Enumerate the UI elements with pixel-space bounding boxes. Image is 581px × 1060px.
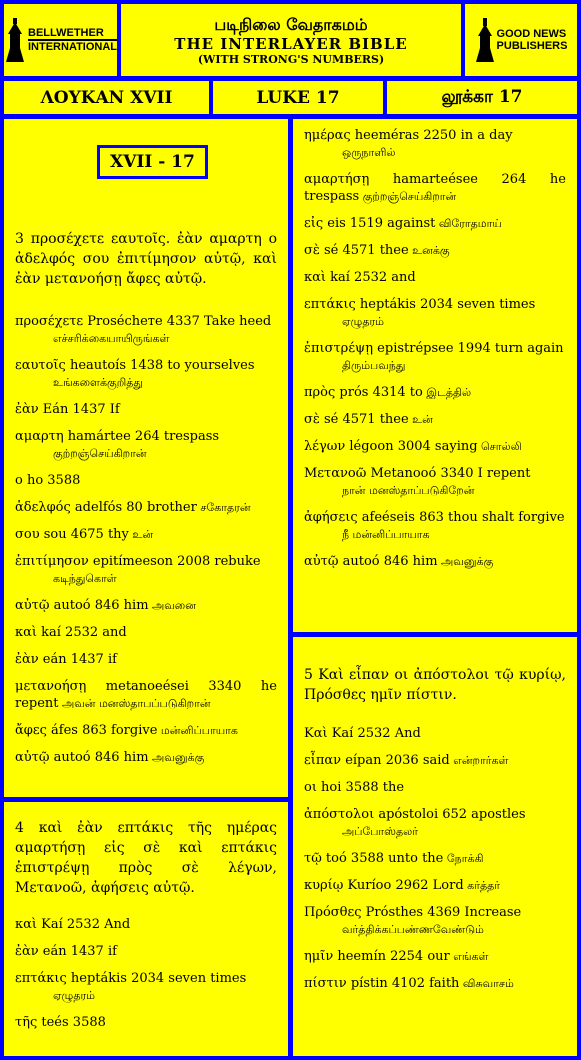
word-tamil: ஏழுதரம் bbox=[342, 315, 385, 328]
verse4-panel bbox=[4, 802, 288, 1056]
word-tamil: எங்கள் bbox=[449, 950, 489, 963]
word-gloss: μετανοήσῃ metanoeései 3340 he repent bbox=[15, 679, 277, 711]
word-gloss: ἐὰν eán 1437 if bbox=[15, 652, 117, 667]
word-gloss: Μετανοῶ Metanooó 3340 I repent bbox=[304, 466, 531, 481]
word-entry bbox=[304, 242, 566, 259]
word-tamil: உன் bbox=[128, 528, 154, 541]
word-entry bbox=[15, 553, 277, 587]
word-entry bbox=[304, 340, 566, 374]
title-main: THE INTERLAYER BIBLE bbox=[174, 34, 408, 53]
ref-tamil: லூக்கா 17 bbox=[387, 81, 577, 114]
word-entry bbox=[15, 916, 277, 933]
word-tamil: இடத்தில் bbox=[422, 386, 472, 399]
verse3-text: 3 προσέχετε εαυτοῖς. ἐὰν αμαρτη ο ἀδελφός σου ἐπιτίμησον αὐτῷ, καὶ ἐὰν μετανοήσῃ ἄφες αὐτῷ. bbox=[15, 231, 277, 287]
word-tamil: கடிந்துகொள் bbox=[53, 572, 117, 585]
word-entry bbox=[15, 970, 277, 1004]
word-gloss: ἀφήσεις afeéseis 863 thou shalt forgive bbox=[304, 510, 565, 525]
word-entry bbox=[304, 269, 566, 286]
word-entry bbox=[15, 401, 277, 418]
word-gloss: ημῖν heemín 2254 our bbox=[304, 949, 450, 964]
verse4-word-list bbox=[15, 916, 277, 1031]
word-gloss: ἐὰν eán 1437 if bbox=[15, 944, 117, 959]
word-gloss: Πρόσθες Prósthes 4369 Increase bbox=[304, 905, 522, 920]
title-block bbox=[121, 4, 461, 76]
word-entry bbox=[15, 749, 277, 766]
word-gloss: πρὸς prós 4314 to bbox=[304, 385, 423, 400]
word-entry bbox=[15, 499, 277, 516]
word-tamil: அவனுக்கு bbox=[148, 751, 205, 764]
word-tamil: அவன் மனஸ்தாபப்படுகிறான் bbox=[58, 697, 211, 710]
word-entry bbox=[15, 472, 277, 489]
word-entry bbox=[15, 357, 277, 391]
title-tamil: படிநிலை வேதாகமம் bbox=[214, 14, 368, 34]
left-logo-line2: INTERNATIONAL bbox=[28, 41, 117, 53]
word-gloss: αὐτῷ autoó 846 him bbox=[15, 598, 149, 613]
word-gloss: τῷ toó 3588 unto the bbox=[304, 851, 444, 866]
word-gloss: σου sou 4675 thy bbox=[15, 527, 129, 542]
word-tamil: சொல்லி bbox=[477, 440, 522, 453]
word-gloss: σὲ sé 4571 thee bbox=[304, 412, 409, 427]
word-gloss: σὲ sé 4571 thee bbox=[304, 243, 409, 258]
word-tamil: எச்சரிக்கையாயிருங்கள் bbox=[53, 332, 170, 345]
word-entry bbox=[304, 948, 566, 965]
word-gloss: ἀδελφός adelfós 80 brother bbox=[15, 500, 197, 515]
word-gloss: καὶ kaí 2532 and bbox=[15, 625, 127, 640]
word-entry bbox=[15, 313, 277, 347]
word-gloss: εἰς eis 1519 against bbox=[304, 216, 436, 231]
word-entry bbox=[15, 678, 277, 712]
verse4-text: 4 καὶ ἐὰν επτάκις τῆς ημέρας αμαρτήσῃ εἰς σὲ καὶ επτάκις ἐπιστρέψῃ πρὸς σὲ λέγων, Μετανοῶ, ἀφήσεις αὐτῷ. bbox=[15, 820, 277, 896]
word-gloss: ἐπιτίμησον epitímeeson 2008 rebuke bbox=[15, 554, 261, 569]
word-entry bbox=[15, 1014, 277, 1031]
right-logo-line1: GOOD NEWS bbox=[496, 28, 567, 40]
word-entry bbox=[304, 877, 566, 894]
word-entry bbox=[304, 296, 566, 330]
verse5-panel bbox=[293, 637, 577, 1056]
word-gloss: ἐὰν Eán 1437 If bbox=[15, 402, 120, 417]
word-tamil: மன்னிப்பாயாக bbox=[157, 724, 238, 737]
word-entry bbox=[15, 943, 277, 960]
word-gloss: ἐπιστρέψῃ epistrépsee 1994 turn again bbox=[304, 341, 564, 356]
verse3-cont-panel bbox=[293, 119, 577, 632]
chapter-badge: XVII - 17 bbox=[97, 145, 208, 179]
word-gloss: εαυτοῖς heautoís 1438 to yourselves bbox=[15, 358, 255, 373]
word-entry bbox=[304, 127, 566, 161]
word-entry bbox=[304, 553, 566, 570]
word-entry bbox=[304, 509, 566, 543]
verse3-panel bbox=[4, 119, 288, 797]
word-tamil: குற்றஞ்செய்கிறான் bbox=[359, 190, 457, 203]
right-logo-line2: PUBLISHERS bbox=[496, 40, 568, 52]
good-news-logo bbox=[465, 4, 577, 76]
word-gloss: αὐτῷ autoó 846 him bbox=[15, 750, 149, 765]
word-entry bbox=[304, 806, 566, 840]
word-tamil: என்றார்கள் bbox=[449, 754, 509, 767]
word-tamil: அவனை bbox=[148, 599, 196, 612]
word-tamil: சகோதரன் bbox=[196, 501, 251, 514]
word-entry bbox=[304, 975, 566, 992]
word-entry bbox=[304, 411, 566, 428]
word-entry bbox=[15, 526, 277, 543]
bellwether-logo bbox=[4, 4, 117, 76]
word-tamil: உன் bbox=[408, 413, 433, 426]
word-tamil: நீ மன்னிப்பாயாக bbox=[342, 528, 430, 541]
tower-icon bbox=[475, 18, 495, 62]
word-entry bbox=[304, 752, 566, 769]
verse3-word-list bbox=[15, 313, 277, 766]
word-gloss: αμαρτήσῃ hamarteésee 264 he trespass bbox=[304, 172, 566, 204]
word-entry bbox=[304, 215, 566, 232]
word-gloss: τῆς teés 3588 bbox=[15, 1015, 106, 1030]
word-tamil: விரோதமாய் bbox=[435, 217, 502, 230]
bell-tower-icon bbox=[4, 18, 26, 62]
ref-greek: ΛΟΥΚΑΝ XVII bbox=[4, 81, 209, 114]
word-entry bbox=[15, 722, 277, 739]
word-entry bbox=[304, 779, 566, 796]
word-entry bbox=[304, 904, 566, 938]
word-gloss: ο ho 3588 bbox=[15, 473, 81, 488]
word-tamil: நோக்கி bbox=[443, 852, 484, 865]
word-entry bbox=[304, 725, 566, 742]
word-tamil: வர்த்திக்கப்பண்ணவேண்டும் bbox=[342, 923, 484, 936]
word-tamil: கர்த்தர் bbox=[463, 879, 501, 892]
word-gloss: εἶπαν eípan 2036 said bbox=[304, 753, 450, 768]
word-gloss: επτάκις heptákis 2034 seven times bbox=[15, 971, 247, 986]
word-gloss: καὶ kaí 2532 and bbox=[304, 270, 416, 285]
word-tamil: ஏழுதரம் bbox=[53, 989, 96, 1002]
word-gloss: επτάκις heptákis 2034 seven times bbox=[304, 297, 536, 312]
left-logo-line1: BELLWETHER bbox=[28, 27, 104, 39]
verse3-cont-word-list bbox=[304, 127, 566, 570]
word-entry bbox=[304, 465, 566, 499]
word-gloss: ἀπόστολοι apóstoloi 652 apostles bbox=[304, 807, 526, 822]
word-entry bbox=[304, 850, 566, 867]
word-gloss: καὶ Kaí 2532 And bbox=[15, 917, 131, 932]
ref-english: LUKE 17 bbox=[213, 81, 383, 114]
word-entry bbox=[15, 624, 277, 641]
word-tamil: நான் மனஸ்தாப்படுகிறேன் bbox=[342, 484, 475, 497]
verse5-text: 5 Καὶ εἶπαν οι ἀπόστολοι τῷ κυρίῳ, Πρόσθες ημῖν πίστιν. bbox=[304, 667, 566, 703]
word-gloss: ημέρας heeméras 2250 in a day bbox=[304, 128, 513, 143]
word-gloss: Καὶ Kaí 2532 And bbox=[304, 726, 421, 741]
word-gloss: αὐτῷ autoó 846 him bbox=[304, 554, 438, 569]
word-gloss: αμαρτη hamártee 264 trespass bbox=[15, 429, 220, 444]
word-tamil: உனக்கு bbox=[408, 244, 450, 257]
verse5-word-list bbox=[304, 725, 566, 992]
word-entry bbox=[15, 597, 277, 614]
word-gloss: λέγων légoon 3004 saying bbox=[304, 439, 478, 454]
word-gloss: κυρίῳ Kuríoo 2962 Lord bbox=[304, 878, 464, 893]
word-gloss: προσέχετε Prosécheте 4337 Take heed bbox=[15, 314, 272, 329]
word-gloss: οι hoi 3588 the bbox=[304, 780, 405, 795]
word-tamil: ஒருநாளில் bbox=[342, 146, 396, 159]
word-gloss: πίστιν pístin 4102 faith bbox=[304, 976, 460, 991]
word-entry bbox=[304, 384, 566, 401]
word-tamil: திரும்பவந்து bbox=[342, 359, 406, 372]
word-entry bbox=[304, 438, 566, 455]
word-entry bbox=[15, 651, 277, 668]
word-entry bbox=[15, 428, 277, 462]
word-gloss: ἄφες áfes 863 forgive bbox=[15, 723, 158, 738]
word-tamil: விசுவாசம் bbox=[459, 977, 514, 990]
word-tamil: அப்போஸ்தலர் bbox=[342, 825, 419, 838]
word-tamil: உங்களைக்குறித்து bbox=[53, 376, 143, 389]
word-tamil: குற்றஞ்செய்கிறான் bbox=[53, 447, 147, 460]
word-entry bbox=[304, 171, 566, 205]
word-tamil: அவனுக்கு bbox=[437, 555, 494, 568]
title-sub: (WITH STRONG'S NUMBERS) bbox=[197, 52, 385, 66]
